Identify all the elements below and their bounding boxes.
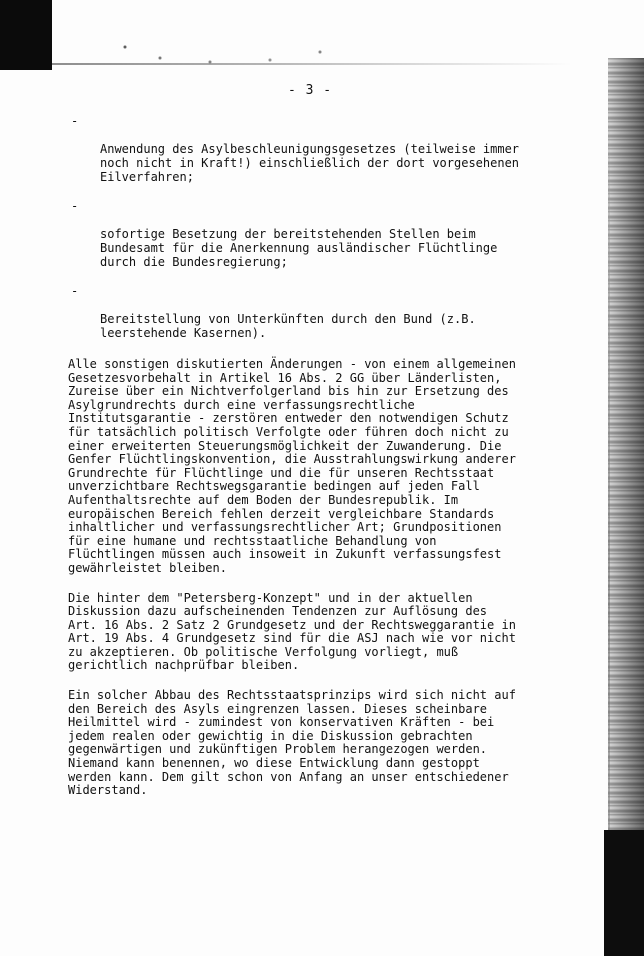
page-number: - 3 - bbox=[288, 83, 333, 98]
bullet-dash: - bbox=[71, 284, 79, 298]
document-body bbox=[68, 114, 530, 814]
bullet-text: sofortige Besetzung der bereitstehenden Stellen beim Bundesamt für die Anerkennung ausländischer Flüchtlinge durch die Bundesregierung; bbox=[100, 227, 498, 269]
scan-artifact-page-edge bbox=[608, 80, 610, 940]
list-item bbox=[68, 199, 530, 269]
paragraph-amendments: Alle sonstigen diskutierten Änderungen - von einem allgemeinen Gesetzesvorbehalt in Artikel 16 Abs. 2 GG über Länderlisten, Zureise über ein Nichtverfolgerland bis hin zur Ersetzung des Asylgrundrechts durch eine verfassungsrechtliche Institutsgarantie - zerstören entweder den notwendigen Schutz für tatsächlich politisch Verfolgte oder führen doch nicht zu einer erweiterten Steuerungsmöglichkeit der Zuwanderung. Die Genfer Flüchtlingskonvention, die Ausstrahlungswirkung anderer Grundrechte für Flüchtlinge und die für unseren Rechtsstaat unverzichtbare Rechtswegsgarantie bedingen auf jeden Fall Aufenthaltsrechte auf dem Boden der Bundesrepublik. Im europäischen Bereich fehlen derzeit vergleichbare Standards inhaltlicher und verfassungsrechtlicher Art; Grundpositionen für eine humane und rechtsstaatliche Behandlung von Flüchtlingen müssen auch insoweit in Zukunft verfassungsfest gewährleistet bleiben. bbox=[68, 357, 516, 575]
bullet-text: Anwendung des Asylbeschleunigungsgesetzes (teilweise immer noch nicht in Kraft!) einschließlich der dort vorgesehenen Eilverfahren; bbox=[100, 142, 520, 184]
bullet-list bbox=[68, 114, 530, 340]
bullet-dash: - bbox=[71, 114, 79, 128]
list-item bbox=[68, 114, 530, 184]
bullet-dash: - bbox=[71, 199, 79, 213]
paragraph-rule-of-law: Ein solcher Abbau des Rechtsstaatsprinzips wird sich nicht auf den Bereich des Asyls eingrenzen lassen. Dieses scheinbare Heilmittel wird - zumindest von konservativen Kräften - bei jedem realen oder gewichtig in die Diskussion gebrachten gegenwärtigen und zukünftigen Problem herangezogen werden. Niemand kann benennen, wo diese Entwicklung dann gestoppt werden kann. Dem gilt schon von Anfang an unser entschiedener Widerstand. bbox=[68, 688, 516, 798]
list-item bbox=[68, 284, 530, 340]
scan-artifact-right-edge bbox=[608, 58, 644, 938]
paragraph-petersberg: Die hinter dem "Petersberg-Konzept" und in der aktuellen Diskussion dazu aufscheinenden Tendenzen zur Auflösung des Art. 16 Abs. 2 Satz 2 Grundgesetz und der Rechtsweggarantie in Art. 19 Abs. 4 Grundgesetz sind für die ASJ nach wie vor nicht zu akzeptieren. Ob politische Verfolgung vorliegt, muß gerichtlich nachprüfbar bleiben. bbox=[68, 590, 516, 673]
scan-artifact-specks bbox=[120, 40, 340, 68]
bullet-text: Bereitstellung von Unterkünften durch den Bund (z.B. leerstehende Kasernen). bbox=[100, 312, 476, 340]
scan-artifact-bottom-right bbox=[604, 830, 644, 956]
scan-artifact-top-left bbox=[0, 0, 52, 70]
